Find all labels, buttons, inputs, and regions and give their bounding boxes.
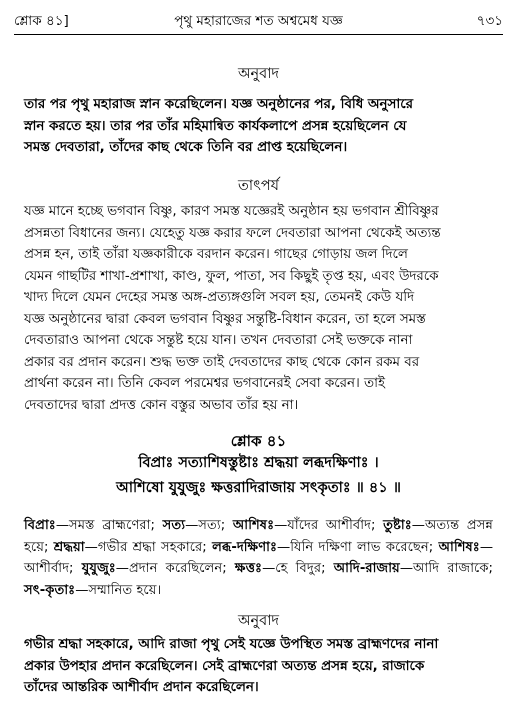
synonym-term: সত্য: [162, 518, 186, 533]
synonym-term: আদি-রাজায়: [333, 561, 400, 576]
purport-heading: তাৎপর্য: [237, 178, 280, 194]
synonym-meaning: আশীর্বাদ;: [24, 561, 74, 576]
synonym-meaning: সমস্ত ব্রাহ্মণেরা;: [69, 518, 155, 533]
synonym-meaning: অত্যন্ত প্রসন্ন হয়ে;: [24, 518, 493, 555]
verse-line-1: বিপ্রাঃ সত্যাশিষস্তুষ্টাঃ শ্রদ্ধয়া লব্ধদক্ষিণাঃ ।: [138, 455, 379, 471]
synonym-meaning: গভীর শ্রদ্ধা সহকারে;: [97, 539, 207, 555]
synonym-meaning: আদি রাজাকে;: [413, 561, 493, 576]
header-divider: [14, 34, 503, 35]
synonym-term: শ্রদ্ধয়া: [53, 539, 85, 555]
running-header: [14, 10, 503, 32]
translation-text-top: তার পর পৃথু মহারাজ স্নান করেছিলেন। যজ্ঞ অনুষ্ঠানের পর, বিধি অনুসারে স্নান করতে হয়। তার পর তাঁর মহিমান্বিত কার্যকলাপে প্রসন্ন হয়েছিলেন যে সমস্ত দেবতারা, তাঁদের কাছ থেকে তিনি বর প্রাপ্ত হয়েছিলেন।: [24, 97, 413, 155]
synonyms-block: বিপ্রাঃ—সমস্ত ব্রাহ্মণেরা; সত্য—সত্য; আশিষঃ—যাঁদের আশীর্বাদ; তুষ্টাঃ—অত্যন্ত প্রসন্ন হয়ে; শ্রদ্ধয়া—গভীর শ্রদ্ধা সহকারে; লব্ধ-দক্ষিণাঃ—যিনি দক্ষিণা লাভ করেছেন; আশিষঃ—আশীর্বাদ; যুযুজুঃ—প্রদান করেছিলেন; ক্ষত্তঃ—হে বিদুর; আদি-রাজায়—আদি রাজাকে; সৎ-কৃতাঃ—সম্মানিত হয়ে।: [24, 518, 494, 598]
translation-heading-top: অনুবাদ: [237, 66, 280, 82]
synonym-term: আশিষঃ: [438, 539, 480, 555]
header-page-number: ৭৩১: [476, 13, 503, 29]
synonym-term: ক্ষত্তঃ: [234, 561, 263, 576]
synonym-meaning: সম্মানিত হয়ে।: [88, 582, 162, 598]
synonym-term: যুযুজুঃ: [81, 561, 116, 576]
synonym-meaning: যিনি দক্ষিণা লাভ করেছেন;: [290, 539, 434, 555]
synonym-meaning: প্রদান করেছিলেন;: [128, 561, 227, 576]
synonym-meaning: হে বিদুর;: [275, 561, 326, 576]
synonym-term: আশিষঃ: [232, 518, 275, 533]
synonym-meaning: যাঁদের আশীর্বাদ;: [287, 518, 376, 533]
translation-text-bottom: গভীর শ্রদ্ধা সহকারে, আদি রাজা পৃথু সেই যজ্ঞে উপস্থিত সমস্ত ব্রাহ্মণদের নানা প্রকার উপহার প্রদান করেছিলেন। সেই ব্রাহ্মণেরা অত্যন্ত প্রসন্ন হয়ে, রাজাকে তাঁদের আন্তরিক আশীর্বাদ প্রদান করেছিলেন।: [24, 637, 439, 695]
synonym-term: বিপ্রাঃ: [24, 518, 56, 533]
purport-text: যজ্ঞ মানে হচ্ছে ভগবান বিষ্ণু, কারণ সমস্ত যজ্ঞেরই অনুষ্ঠান হয় ভগবান শ্রীবিষ্ণুর প্রসন্নতা বিধানের জন্য। যেহেতু যজ্ঞ করার ফলে দেবতারা আপনা থেকেই অত্যন্ত প্রসন্ন হন, তাই তাঁরা যজ্ঞকারীকে বরদান করেন। গাছের গোড়ায় জল দিলে যেমন গাছটির শাখা-প্রশাখা, কাণ্ড, ফুল, পাতা, সব কিছুই তৃপ্ত হয়, এবং উদরকে খাদ্য দিলে যেমন দেহের সমস্ত অঙ্গ-প্রত্যঙ্গগুলি সবল হয়, তেমনই কেউ যদি যজ্ঞ অনুষ্ঠানের দ্বারা কেবল ভগবান বিষ্ণুর সন্তুষ্টি-বিধান করেন, তা হলে সমস্ত দেবতারাও আপনা থেকে সন্তুষ্ট হয়ে যান। তখন দেবতারা সেই ভক্তকে নানা প্রকার বর প্রদান করেন। শুদ্ধ ভক্ত তাই দেবতাদের কাছ থেকে কোন রকম বর প্রার্থনা করেন না। তিনি কেবল পরমেশ্বর ভগবানেরই সেবা করেন। তাই দেবতাদের দ্বারা প্রদত্ত কোন বস্তুর অভাব তাঁর হয় না।: [24, 204, 441, 413]
synonym-term: তুষ্টাঃ: [383, 518, 412, 533]
synonym-meaning: সত্য;: [198, 518, 226, 533]
verse-title: শ্লোক ৪১: [230, 432, 287, 450]
header-chapter-title: পৃথু মহারাজের শত অশ্বমেধ যজ্ঞ: [174, 13, 343, 29]
translation-heading-bottom: অনুবাদ: [237, 613, 280, 629]
verse-line-2: আশিষো যুযুজুঃ ক্ষত্তরাদিরাজায় সৎকৃতাঃ ॥ ৪১ ॥: [116, 480, 401, 496]
header-verse-ref: শ্লোক ৪১]: [14, 13, 69, 29]
synonym-term: সৎ-কৃতাঃ: [24, 582, 76, 598]
synonym-term: লব্ধ-দক্ষিণাঃ: [212, 539, 278, 555]
